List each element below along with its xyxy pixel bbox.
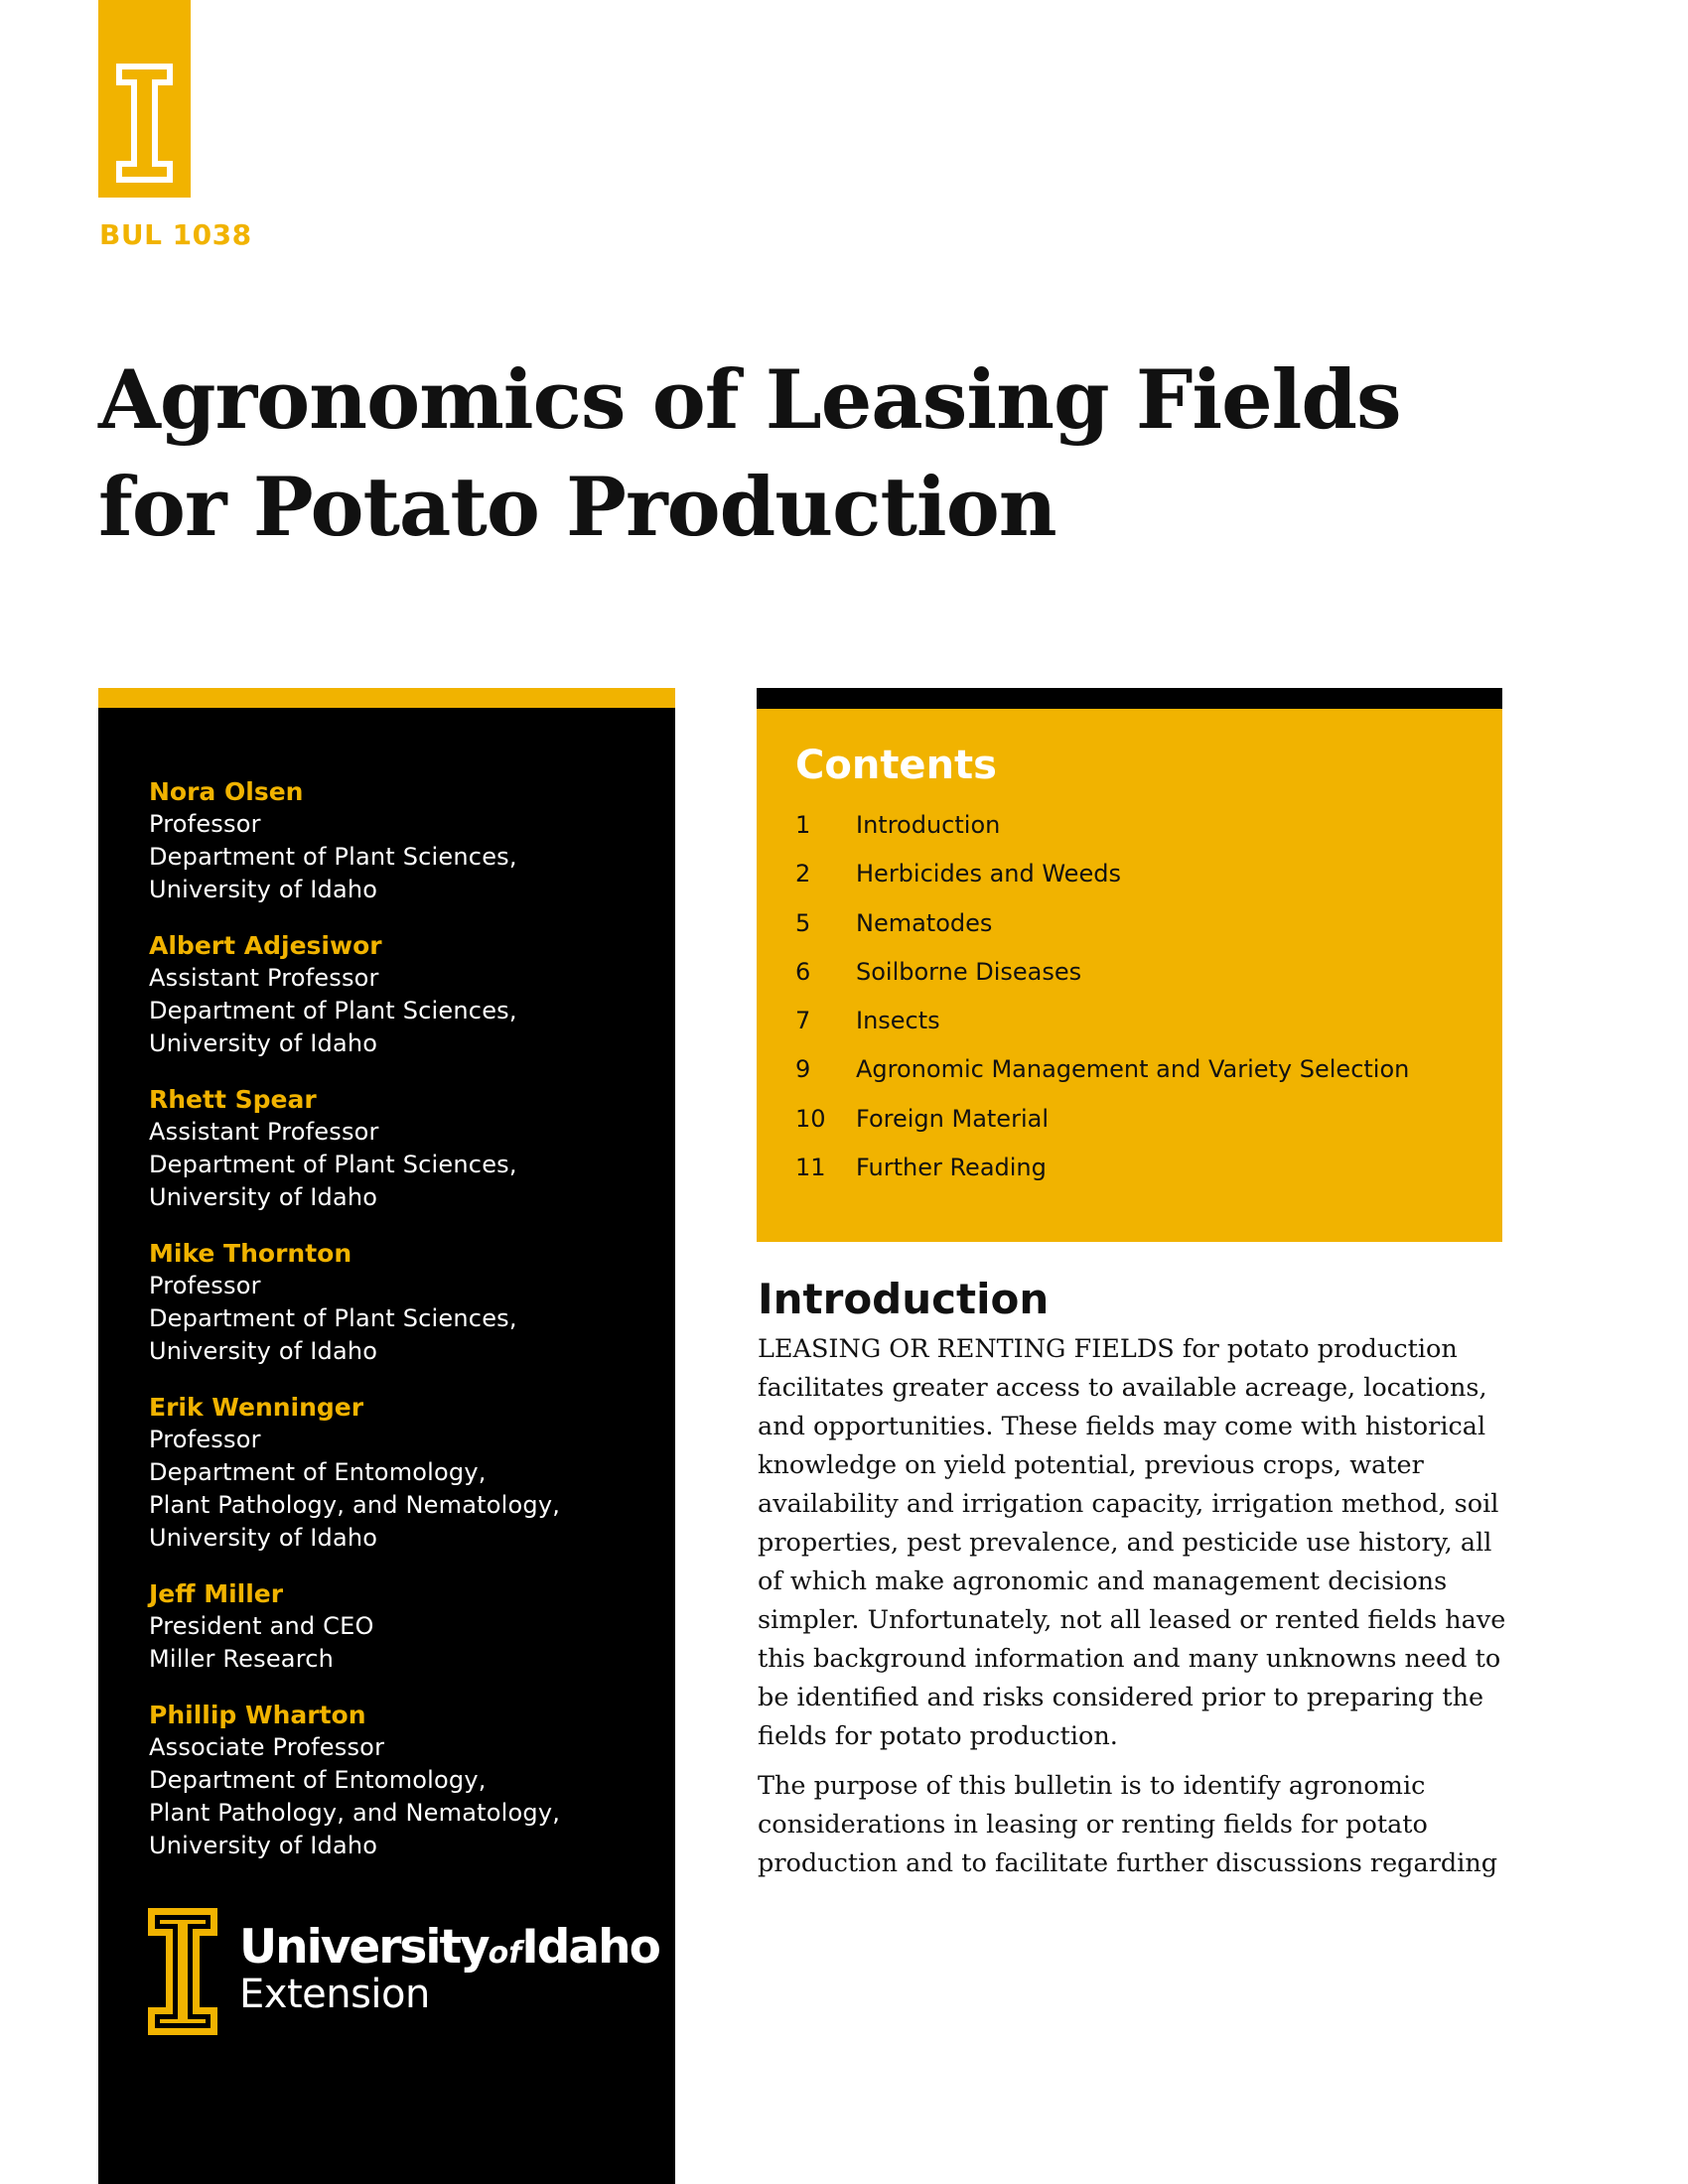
author-affiliation-line: Department of Plant Sciences, (149, 997, 517, 1024)
author-block (149, 1391, 665, 1555)
author-affiliation-line: University of Idaho (149, 876, 378, 903)
toc-label: Herbicides and Weeds (856, 860, 1121, 888)
university-word: University (239, 1920, 489, 1975)
toc-page-number: 7 (795, 1007, 811, 1035)
toc-label: Agronomic Management and Variety Selection (856, 1055, 1410, 1084)
table-of-contents (795, 810, 1490, 1201)
top-logo-tab (98, 0, 191, 198)
toc-item[interactable] (795, 908, 1490, 957)
contents-title: Contents (795, 743, 997, 788)
toc-page-number: 11 (795, 1154, 826, 1182)
author-name: Mike Thornton (149, 1239, 352, 1268)
extension-word: Extension (239, 1972, 430, 2017)
author-block (149, 929, 665, 1060)
author-block (149, 1699, 665, 1862)
introduction-body (758, 1330, 1512, 1894)
author-block (149, 775, 665, 906)
author-name: Albert Adjesiwor (149, 931, 382, 960)
author-block (149, 1083, 665, 1214)
authors-list (149, 775, 665, 1885)
toc-item[interactable] (795, 810, 1490, 859)
toc-page-number: 6 (795, 957, 811, 986)
university-logo (148, 1908, 659, 2047)
toc-page-number: 2 (795, 860, 811, 888)
author-affiliation-line: Department of Plant Sciences, (149, 843, 517, 871)
author-affiliation-line: Professor (149, 1272, 261, 1299)
toc-label: Nematodes (856, 908, 993, 937)
toc-item[interactable] (795, 1054, 1490, 1103)
author-block (149, 1237, 665, 1368)
author-name: Rhett Spear (149, 1085, 317, 1114)
author-affiliation-line: Department of Entomology, (149, 1766, 487, 1794)
author-name: Phillip Wharton (149, 1701, 366, 1729)
toc-page-number: 5 (795, 908, 811, 937)
author-affiliation-line: Miller Research (149, 1645, 335, 1673)
author-affiliation-line: University of Idaho (149, 1029, 378, 1057)
author-name: Erik Wenninger (149, 1393, 364, 1422)
toc-item[interactable] (795, 957, 1490, 1006)
author-affiliation-line: Plant Pathology, and Nematology, (149, 1799, 561, 1827)
author-affiliation-line: University of Idaho (149, 1524, 378, 1552)
author-affiliation-line: Professor (149, 1426, 261, 1453)
of-word: of (488, 1936, 522, 1971)
toc-label: Further Reading (856, 1154, 1047, 1182)
author-affiliation-line: University of Idaho (149, 1832, 378, 1859)
contents-panel (757, 688, 1502, 1242)
author-affiliation-line: Department of Plant Sciences, (149, 1151, 517, 1178)
toc-label: Soilborne Diseases (856, 957, 1082, 986)
author-name: Nora Olsen (149, 777, 304, 806)
author-affiliation-line: Professor (149, 810, 261, 838)
author-block (149, 1577, 665, 1676)
toc-label: Foreign Material (856, 1104, 1049, 1133)
introduction-paragraph: LEASING OR RENTING FIELDS for potato production facilitates greater access to available acreage, locations, and opportunities. These fields may come with historical knowledge on yield potential, previous crops, water availability and irrigation capacity, irrigation method, soil properties, pest prevalence, and pesticide use history, all of which make agronomic and management decisions simpler. Unfortunately, not all leased or rented fields have this background information and many unknowns need to be identified and risks considered prior to preparing the fields for potato production. (758, 1334, 1506, 1751)
toc-item[interactable] (795, 1153, 1490, 1201)
author-affiliation-line: University of Idaho (149, 1183, 378, 1211)
author-affiliation-line: Assistant Professor (149, 964, 379, 992)
author-affiliation-line: University of Idaho (149, 1337, 378, 1365)
authors-panel (98, 688, 675, 2184)
author-name: Jeff Miller (149, 1579, 284, 1608)
introduction-heading: Introduction (758, 1275, 1050, 1323)
toc-item[interactable] (795, 1006, 1490, 1054)
toc-item[interactable] (795, 859, 1490, 907)
author-affiliation-line: Associate Professor (149, 1733, 385, 1761)
author-affiliation-line: Assistant Professor (149, 1118, 379, 1146)
author-affiliation-line: Department of Plant Sciences, (149, 1304, 517, 1332)
bulletin-number: BUL 1038 (99, 218, 252, 251)
author-affiliation-line: President and CEO (149, 1612, 374, 1640)
block-i-logo-icon (114, 62, 175, 185)
toc-item[interactable] (795, 1104, 1490, 1153)
toc-page-number: 10 (795, 1104, 826, 1133)
author-affiliation-line: Department of Entomology, (149, 1458, 487, 1486)
introduction-paragraph: The purpose of this bulletin is to identify agronomic considerations in leasing or renting fields for potato production and to facilitate further discussions regarding (758, 1771, 1498, 1878)
toc-page-number: 1 (795, 811, 811, 839)
block-i-logo-icon (148, 1908, 217, 2035)
page-title: Agronomics of Leasing Fields for Potato Production (98, 353, 1401, 555)
toc-label: Introduction (856, 811, 1001, 839)
idaho-word: Idaho (521, 1920, 659, 1975)
toc-page-number: 9 (795, 1055, 811, 1084)
toc-label: Insects (856, 1007, 940, 1035)
author-affiliation-line: Plant Pathology, and Nematology, (149, 1491, 561, 1519)
